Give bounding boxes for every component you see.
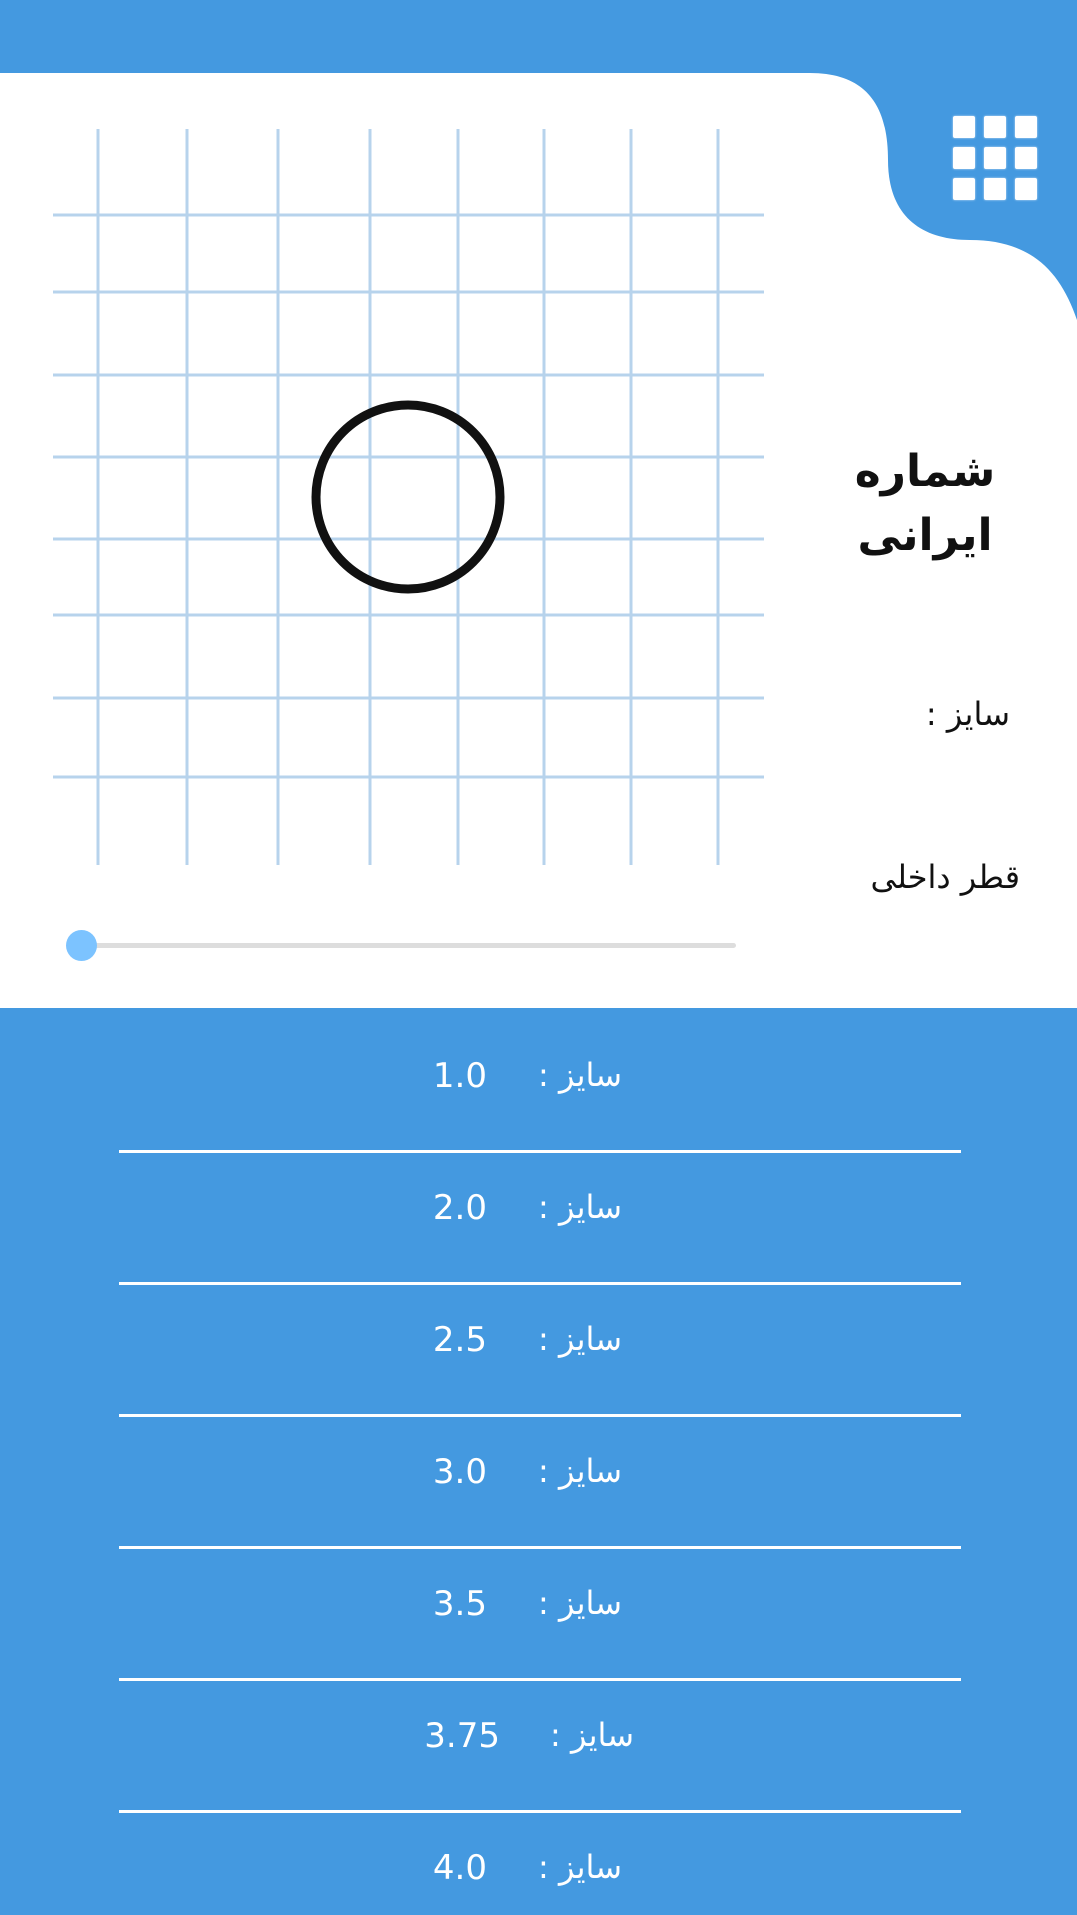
size-item-value: 4.0 bbox=[432, 1848, 487, 1888]
size-item-label: سایز : bbox=[538, 1320, 623, 1358]
size-item-label: سایز : bbox=[538, 1188, 623, 1226]
page-title bbox=[840, 440, 1010, 568]
size-item-label: سایز : bbox=[538, 1848, 623, 1886]
size-item-value: 1.0 bbox=[432, 1056, 487, 1096]
title-line-1: شماره bbox=[854, 446, 996, 497]
slider-track[interactable] bbox=[81, 943, 736, 948]
size-item-label: سایز : bbox=[538, 1584, 623, 1622]
size-list-item-2[interactable] bbox=[0, 1140, 1077, 1272]
current-size-label: سایز : bbox=[925, 695, 1010, 733]
size-item-value: 3.75 bbox=[424, 1716, 500, 1756]
size-item-value: 3.0 bbox=[432, 1452, 487, 1492]
size-slider[interactable] bbox=[66, 928, 736, 962]
slider-thumb[interactable] bbox=[66, 930, 97, 961]
size-list-item-3[interactable] bbox=[0, 1272, 1077, 1404]
size-list-item-6[interactable] bbox=[0, 1668, 1077, 1800]
size-item-value: 3.5 bbox=[432, 1584, 487, 1624]
size-item-value: 2.5 bbox=[432, 1320, 487, 1360]
size-item-label: سایز : bbox=[538, 1056, 623, 1094]
inner-diameter-label: قطر داخلی bbox=[870, 858, 1020, 896]
size-item-label: سایز : bbox=[550, 1716, 635, 1754]
ruler-grid bbox=[50, 125, 770, 870]
size-item-label: سایز : bbox=[538, 1452, 623, 1490]
size-list-item-5[interactable] bbox=[0, 1536, 1077, 1668]
size-list-item-7[interactable] bbox=[0, 1800, 1077, 1915]
size-list-item-1[interactable] bbox=[0, 1008, 1077, 1140]
apps-grid-icon[interactable] bbox=[950, 113, 1040, 203]
title-line-2: ایرانی bbox=[857, 510, 993, 561]
size-list bbox=[0, 1008, 1077, 1915]
ring-size-circle bbox=[316, 405, 500, 589]
size-item-value: 2.0 bbox=[432, 1188, 487, 1228]
size-list-item-4[interactable] bbox=[0, 1404, 1077, 1536]
